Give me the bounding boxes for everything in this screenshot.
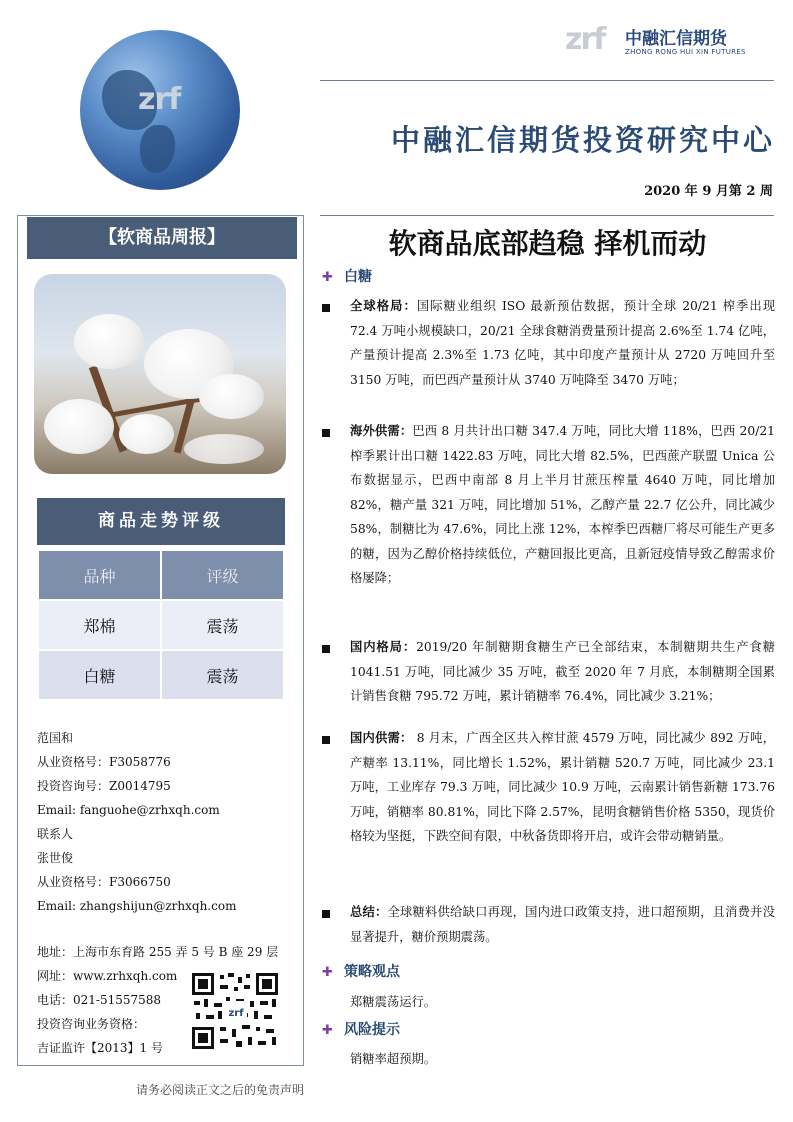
strategy-text: 郑糖震荡运行。 (350, 995, 437, 1009)
website-link[interactable]: 网址：www.zrhxqh.com (37, 969, 178, 983)
logo-mark: zrf (565, 22, 605, 57)
square-bullet-icon (322, 304, 330, 312)
paragraph-lead: 海外供需： (350, 424, 413, 438)
research-center-title: 中融汇信期货投资研究中心 (390, 123, 775, 157)
contact-line: 从业资格号：F3066750 (37, 875, 171, 889)
contact-line: 从业资格号：F3058776 (37, 755, 171, 769)
contact-line: 投资咨询号：Z0014795 (37, 779, 171, 793)
report-title: 软商品底部趋稳 择机而动 (388, 227, 707, 260)
paragraph-lead: 国内供需： (350, 731, 413, 745)
paragraph-text: 2019/20 年制糖期食糖生产已全部结束，本制糖期共生产食糖 1041.51 万吨，同比减少 35 万吨，截至 2020 年 7 月底，本制糖期全国累计销售食糖 795.72 万吨，累计销糖率 76.4%，同比减少 3.21%； (350, 640, 775, 703)
logo-chinese-name: 中融汇信期货 (625, 29, 727, 49)
square-bullet-icon (322, 736, 330, 744)
arrow-icon: ✚ (322, 1023, 333, 1038)
square-bullet-icon (322, 429, 330, 437)
rating-title: 商品走势评级 (37, 498, 285, 545)
paragraph-text: 8 月末，广西全区共入榨甘蔗 4579 万吨，同比减少 892 万吨，产糖率 13.11%，同比增长 1.52%，累计销糖 520.7 万吨，同比减少 23.1 万吨，工业库存 79.3 万吨，同比减少 10.9 万吨，云南累计销售新糖 173.76 万吨，销糖率 80.81%，同比下降 2.57%，昆明食糖销售价格 5350，现货价格较为坚挺，下跌空间有限，中秋备货即将开启，或许会带动糖销量。 (350, 731, 775, 843)
section-heading-strategy (322, 961, 400, 981)
content-divider (320, 215, 774, 216)
paragraph-lead: 总结： (350, 905, 388, 919)
license-number: 吉证监许【2013】1 号 (37, 1041, 163, 1055)
qr-code (190, 971, 280, 1051)
phone-line: 电话：021-51557588 (37, 993, 162, 1007)
address-line: 地址：上海市东育路 255 弄 5 号 B 座 29 层 (37, 945, 279, 959)
contact-line: 范国和 (37, 731, 74, 745)
qr-logo-mark: zrf (228, 1008, 244, 1019)
arrow-icon: ✚ (322, 965, 333, 980)
paragraph-text: 国际糖业组织 ISO 最新预估数据，预计全球 20/21 榨季出现 72.4 万吨小规模缺口，20/21 全球食糖消费量预计提高 2.6%至 1.74 亿吨，产量预计提高 2.3%至 1.73 亿吨，其中印度产量预计从 2720 万吨回升至 3150 万吨，而巴西产量预计从 3740 万吨降至 3470 万吨； (350, 299, 775, 387)
table-row (39, 601, 283, 649)
paragraph-text: 巴西 8 月共计出口糖 347.4 万吨，同比大增 118%，巴西 20/21 榨季累计出口糖 1422.83 万吨，同比大增 82.5%，巴西蔗产联盟 Unica 公布数据显示，巴西中南部 8 月上半月甘蔗压榨量 4640 万吨，同比增加 82%，糖产量 321 万吨，同比增加 51%，乙醇产量 22.7 亿公升，同比减少 58%，制糖比为 47.6%，同比上涨 12%，本榨季巴西糖厂将尽可能生产更多的糖，因为乙醇价格持续低位，产糖回报比更高，且新冠疫情导致乙醇需求价格屡降； (350, 424, 775, 585)
section-label: 风险提示 (344, 1022, 400, 1038)
disclaimer-notice: 请务必阅读正文之后的免责声明 (135, 1083, 304, 1097)
rating-table (37, 549, 285, 701)
contact-email[interactable]: Email: fanguohe@zrhxqh.com (37, 803, 220, 817)
paragraph-overseas-supply (350, 419, 775, 591)
analyst-contacts (37, 726, 302, 918)
contact-line: 联系人 (37, 827, 74, 841)
paragraph-text: 全球糖料供给缺口再现，国内进口政策支持，进口超预期，且消费并没显著提升，糖价预期震荡。 (350, 905, 775, 944)
rating-header-variety: 品种 (39, 551, 160, 599)
globe-logo-mark: zrf (138, 82, 181, 117)
section-heading-sugar (322, 266, 372, 286)
paragraph-domestic-supply (350, 726, 775, 849)
cotton-photo (34, 274, 286, 474)
rating-cell-variety: 郑棉 (39, 601, 160, 649)
paragraph-lead: 全球格局： (350, 299, 417, 313)
company-logo (565, 18, 755, 64)
rating-cell-variety: 白糖 (39, 651, 160, 699)
section-label: 策略观点 (344, 964, 400, 980)
risk-text: 销糖率超预期。 (350, 1052, 437, 1066)
paragraph-lead: 国内格局： (350, 640, 417, 654)
paragraph-summary (350, 900, 775, 949)
contact-line: 张世俊 (37, 851, 74, 865)
paragraph-domestic-pattern (350, 635, 775, 709)
report-date: 2020 年 9 月第 2 周 (644, 184, 773, 199)
logo-english-name: ZHONG RONG HUI XIN FUTURES (625, 48, 746, 56)
contact-email[interactable]: Email: zhangshijun@zrhxqh.com (37, 899, 237, 913)
section-heading-risk (322, 1019, 400, 1039)
paragraph-global-pattern (350, 294, 775, 392)
header-divider (320, 80, 774, 81)
arrow-icon: ✚ (322, 270, 333, 285)
square-bullet-icon (322, 910, 330, 918)
rating-header-rating: 评级 (162, 551, 283, 599)
report-type-tag: 【软商品周报】 (27, 217, 297, 259)
rating-cell-rating: 震荡 (162, 601, 283, 649)
globe-logo-image (80, 30, 240, 190)
table-row (39, 651, 283, 699)
square-bullet-icon (322, 645, 330, 653)
section-label: 白糖 (344, 269, 372, 285)
rating-cell-rating: 震荡 (162, 651, 283, 699)
license-label: 投资咨询业务资格： (37, 1017, 146, 1031)
